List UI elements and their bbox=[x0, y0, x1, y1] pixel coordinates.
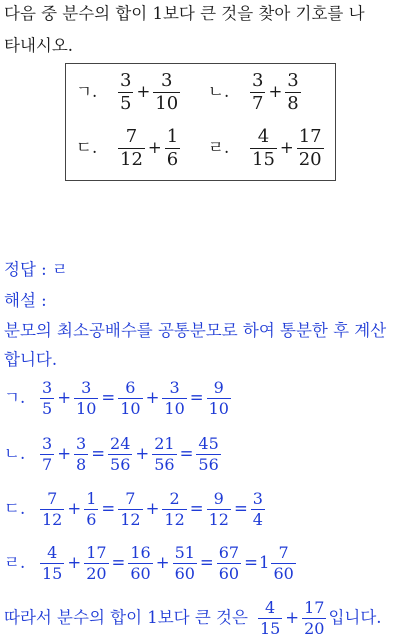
choice-item bbox=[76, 128, 182, 169]
equals-sign: = bbox=[244, 553, 258, 573]
fraction: $\frac{3}{8}$ bbox=[287, 70, 299, 114]
solution-step bbox=[4, 436, 223, 473]
step-label: ㄴ. bbox=[4, 444, 26, 464]
fraction: $\frac{9}{12}$ bbox=[208, 489, 229, 529]
plus-sign: + bbox=[57, 388, 72, 408]
equals-sign: = bbox=[179, 444, 194, 464]
fraction: $\frac{1}{6}$ bbox=[166, 126, 179, 170]
fraction: $\frac{17}{20}$ bbox=[86, 543, 107, 583]
fraction: $\frac{4}{15}$ bbox=[42, 543, 63, 583]
question-line-2: 타내시오. bbox=[4, 36, 74, 55]
fraction: $\frac{7}{12}$ bbox=[42, 489, 63, 529]
explanation-text-2: 합니다. bbox=[4, 350, 58, 369]
mixed-whole: 1 bbox=[258, 553, 270, 573]
fraction: $\frac{3}{10}$ bbox=[155, 70, 179, 114]
equals-sign: = bbox=[111, 553, 126, 573]
plus-sign: + bbox=[155, 553, 170, 573]
conclusion-line bbox=[4, 600, 382, 637]
step-label: ㄱ. bbox=[4, 388, 26, 408]
fraction: $\frac{2}{12}$ bbox=[164, 489, 185, 529]
fraction: $\frac{3}{7}$ bbox=[42, 434, 53, 474]
fraction: $\frac{3}{7}$ bbox=[252, 70, 264, 114]
answer-label: 정답 : bbox=[4, 260, 47, 279]
fraction: $\frac{17}{20}$ bbox=[304, 598, 325, 638]
choices-box bbox=[65, 63, 336, 181]
fraction: $\frac{3}{8}$ bbox=[76, 434, 87, 474]
fraction: $\frac{4}{15}$ bbox=[259, 598, 281, 638]
equals-sign: = bbox=[101, 388, 116, 408]
equals-sign: = bbox=[233, 499, 248, 519]
fraction: $\frac{45}{56}$ bbox=[198, 434, 219, 474]
choice-label: ㄴ. bbox=[208, 82, 230, 102]
plus-sign: + bbox=[136, 82, 151, 102]
choice-label: ㄹ. bbox=[208, 138, 230, 158]
fraction: $\frac{3}{10}$ bbox=[76, 378, 97, 418]
choice-label: ㄷ. bbox=[76, 138, 98, 158]
choice-item bbox=[208, 128, 326, 169]
plus-sign: + bbox=[67, 553, 82, 573]
plus-sign: + bbox=[135, 444, 150, 464]
solution-step bbox=[4, 545, 298, 582]
fraction: $\frac{4}{15}$ bbox=[252, 126, 275, 170]
fraction: $\frac{21}{56}$ bbox=[154, 434, 175, 474]
choice-item bbox=[208, 72, 303, 113]
fraction: $\frac{6}{10}$ bbox=[120, 378, 141, 418]
choice-item bbox=[76, 72, 182, 113]
choice-label: ㄱ. bbox=[76, 82, 98, 102]
conclusion-suffix: 입니다. bbox=[328, 608, 382, 628]
explanation-label: 해설 : bbox=[4, 291, 47, 310]
fraction: $\frac{24}{56}$ bbox=[110, 434, 131, 474]
fraction: $\frac{16}{60}$ bbox=[130, 543, 151, 583]
answer-line bbox=[4, 262, 68, 279]
explanation-text-1: 분모의 최소공배수를 공통분모로 하여 통분한 후 계산 bbox=[4, 321, 387, 340]
equals-sign: = bbox=[91, 444, 106, 464]
fraction: $\frac{7}{12}$ bbox=[120, 126, 143, 170]
solution-step bbox=[4, 491, 267, 528]
fraction: $\frac{17}{20}$ bbox=[298, 126, 322, 170]
question-line-1: 다음 중 분수의 합이 1보다 큰 것을 찾아 기호를 나 bbox=[4, 4, 365, 23]
fraction: $\frac{3}{5}$ bbox=[120, 70, 132, 114]
plus-sign: + bbox=[268, 82, 283, 102]
plus-sign: + bbox=[67, 499, 82, 519]
answer-value: ㄹ bbox=[51, 260, 68, 279]
mixed-number bbox=[259, 545, 298, 582]
plus-sign: + bbox=[147, 138, 162, 158]
fraction: $\frac{7}{60}$ bbox=[273, 543, 294, 583]
fraction: $\frac{67}{60}$ bbox=[218, 543, 240, 583]
step-label: ㄹ. bbox=[4, 553, 26, 573]
equals-sign: = bbox=[189, 388, 204, 408]
plus-sign: + bbox=[145, 388, 160, 408]
fraction: $\frac{3}{10}$ bbox=[164, 378, 185, 418]
plus-sign: + bbox=[57, 444, 72, 464]
step-label: ㄷ. bbox=[4, 499, 26, 519]
equals-sign: = bbox=[101, 499, 116, 519]
fraction: $\frac{3}{4}$ bbox=[252, 489, 263, 529]
equals-sign: = bbox=[199, 553, 214, 573]
fraction: $\frac{3}{5}$ bbox=[42, 378, 53, 418]
fraction: $\frac{1}{6}$ bbox=[86, 489, 97, 529]
plus-sign: + bbox=[145, 499, 160, 519]
conclusion-prefix: 따라서 분수의 합이 1보다 큰 것은 bbox=[4, 608, 248, 628]
solution-step bbox=[4, 380, 233, 417]
fraction: $\frac{9}{10}$ bbox=[208, 378, 229, 418]
fraction: $\frac{7}{12}$ bbox=[120, 489, 141, 529]
plus-sign: + bbox=[279, 138, 294, 158]
fraction: $\frac{51}{60}$ bbox=[174, 543, 195, 583]
equals-sign: = bbox=[189, 499, 204, 519]
plus-sign: + bbox=[285, 608, 300, 628]
